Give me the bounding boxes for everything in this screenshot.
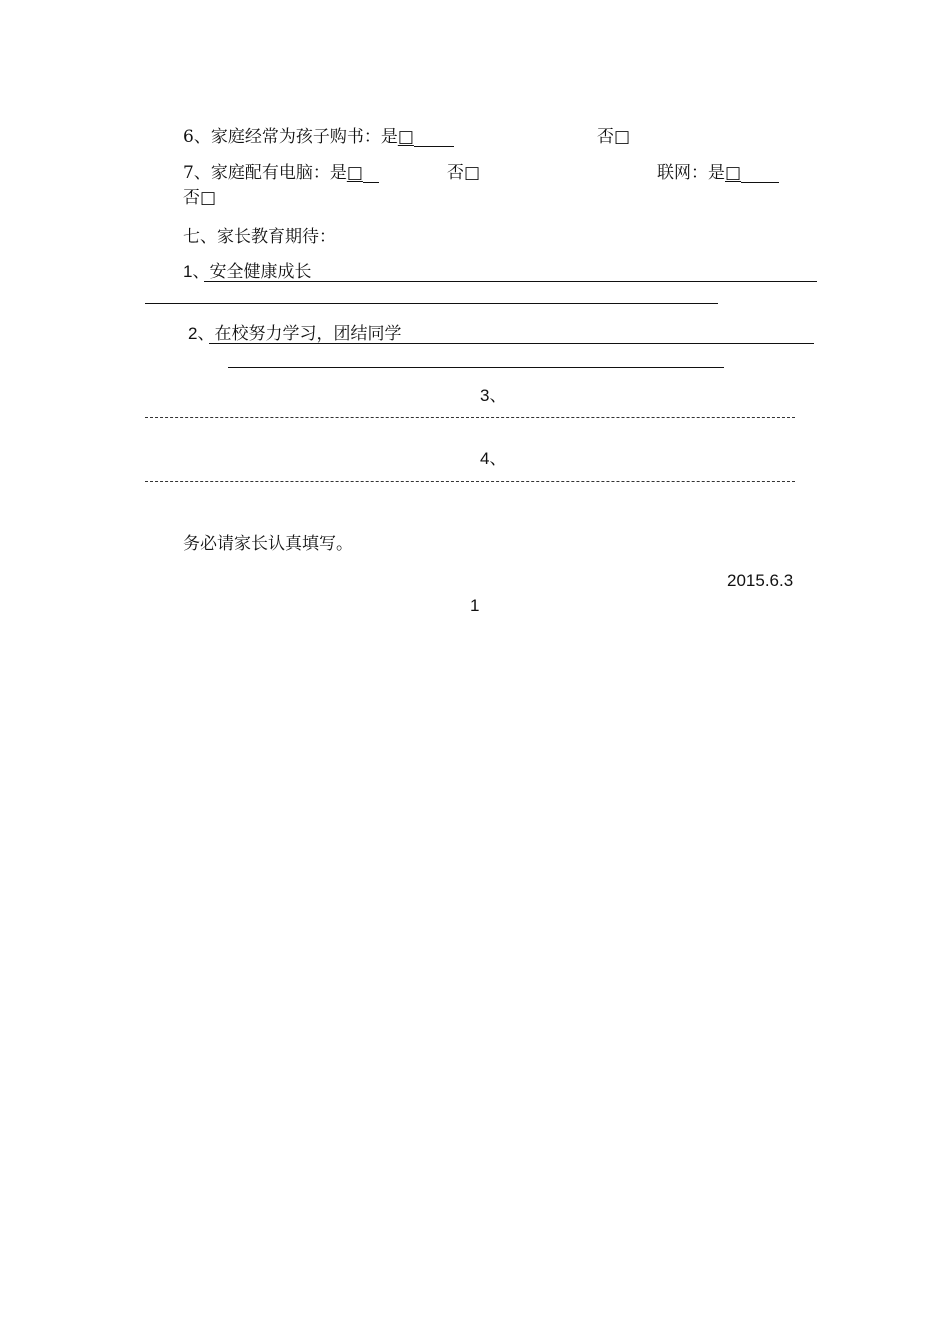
expectation-3-answer-line[interactable]	[145, 417, 795, 418]
fill-in-note: 务必请家长认真填写。	[183, 534, 353, 554]
question-7-blank	[363, 166, 379, 183]
question-6-no-option[interactable]: 否□	[597, 127, 631, 147]
expectation-1	[183, 262, 311, 282]
question-7-label: 7、家庭配有电脑：是	[183, 163, 347, 183]
question-7-internet-blank	[741, 166, 779, 183]
expectation-3-number: 3、	[480, 386, 507, 405]
question-7-row	[183, 163, 379, 183]
expectation-2-underline	[209, 343, 814, 344]
question-7-internet-label: 联网：是	[657, 163, 725, 183]
expectation-2-text[interactable]: 在校努力学习，团结同学	[214, 324, 402, 344]
question-6-yes-checkbox[interactable]: □	[397, 127, 414, 147]
expectation-1-underline	[204, 281, 817, 282]
question-7-no-option[interactable]: 否□	[447, 163, 481, 183]
question-6-label: 6、家庭经常为孩子购书：是	[183, 127, 398, 147]
section-7-title: 七、家长教育期待：	[183, 227, 336, 247]
page-number: 1	[470, 596, 480, 615]
expectation-1-extra-line	[145, 303, 718, 304]
expectation-2-extra-line	[228, 367, 724, 368]
expectation-4-number: 4、	[480, 449, 507, 468]
expectation-4-answer-line[interactable]	[145, 481, 795, 482]
document-date: 2015.6.3	[727, 571, 794, 590]
expectation-2-number: 2、	[188, 324, 215, 343]
question-6-row	[183, 127, 454, 147]
expectation-2	[188, 324, 401, 344]
question-6-blank	[414, 130, 454, 147]
question-7-yes-checkbox[interactable]: □	[346, 163, 363, 183]
expectation-1-number: 1、	[183, 262, 210, 281]
question-7-internet-row	[657, 163, 779, 183]
expectation-1-text[interactable]: 安全健康成长	[209, 262, 312, 282]
question-7-internet-yes-checkbox[interactable]: □	[725, 163, 742, 183]
question-7-internet-no-option[interactable]: 否□	[183, 188, 217, 208]
